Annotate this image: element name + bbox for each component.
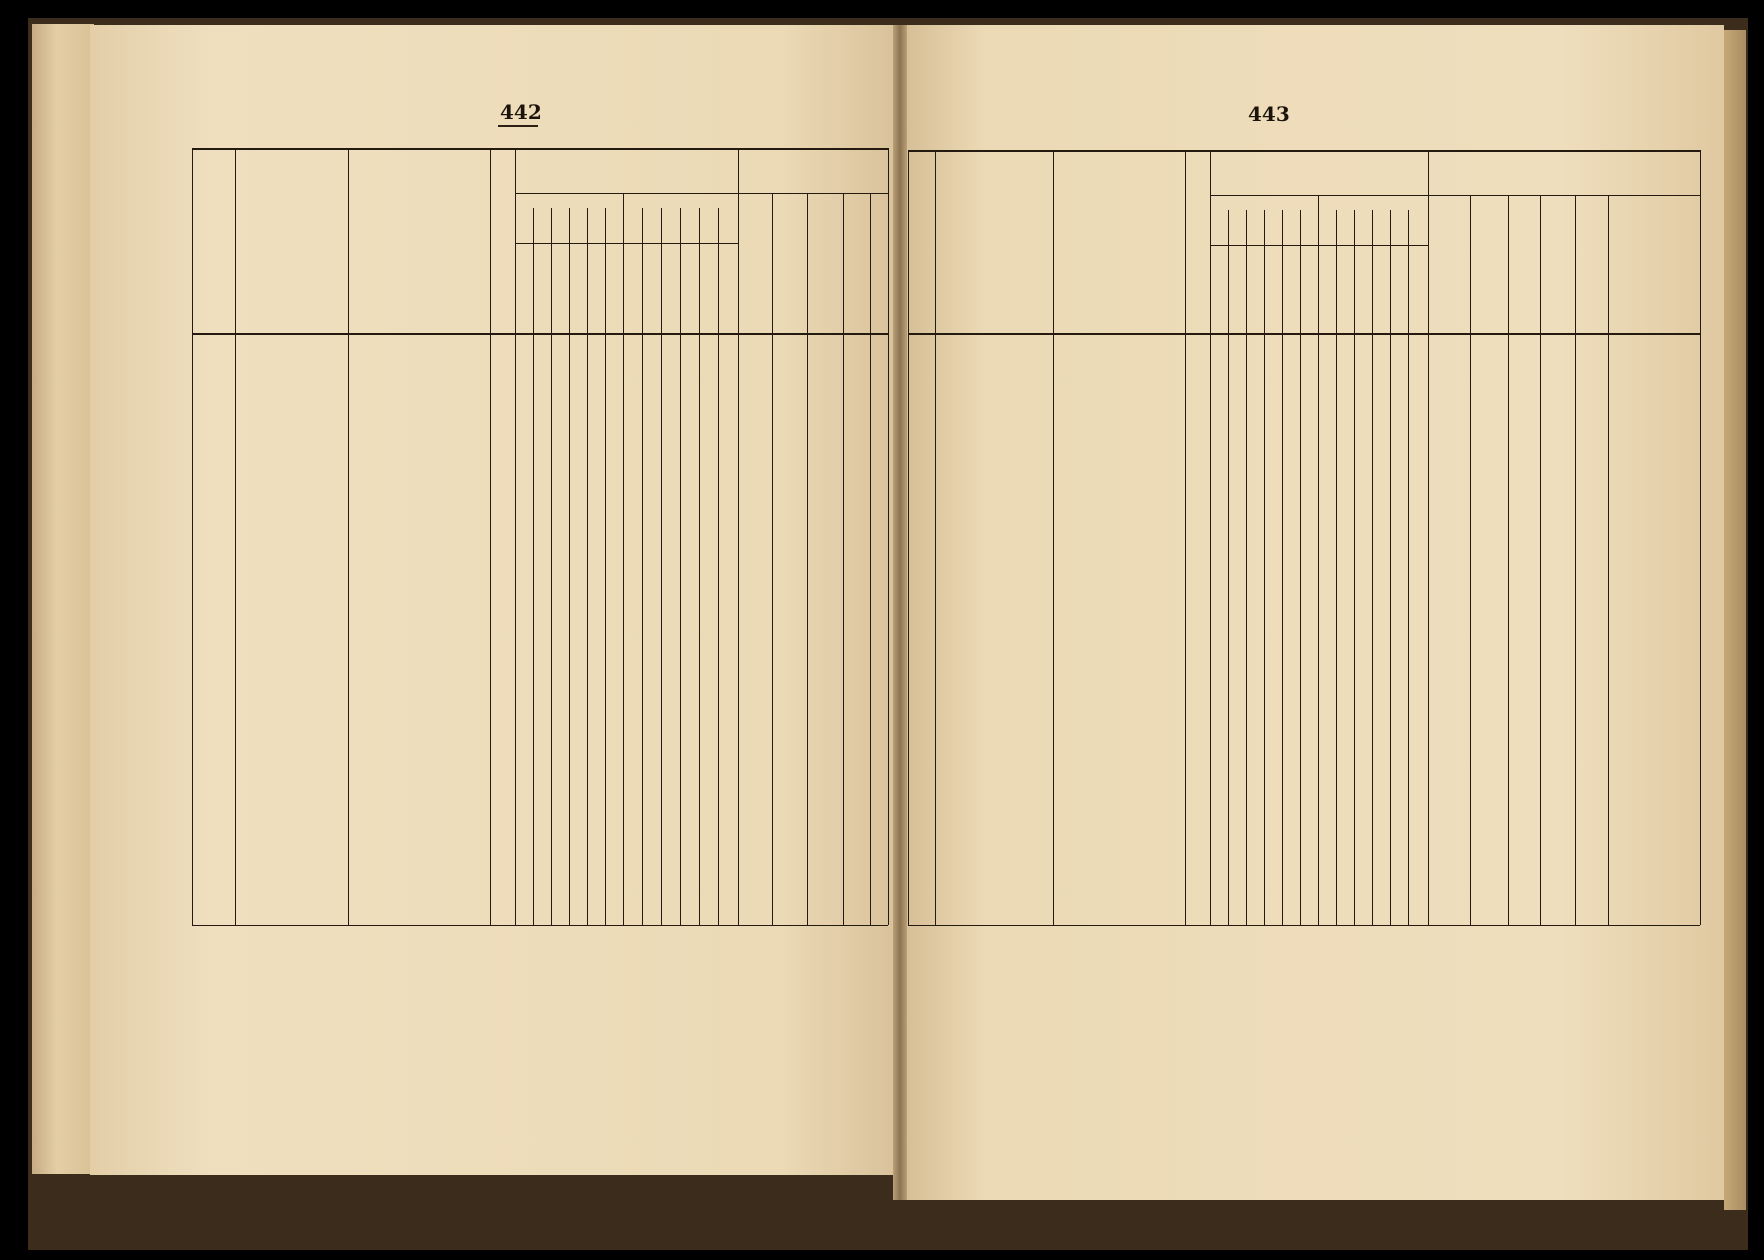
table-rule (1390, 210, 1391, 925)
table-rule (235, 148, 236, 925)
table-rule (680, 208, 681, 925)
table-rule (1053, 150, 1054, 925)
table-rule (515, 243, 738, 244)
table-rule (1470, 195, 1471, 925)
table-rule (515, 193, 888, 194)
table-rule (1210, 195, 1700, 196)
table-rule (908, 333, 1700, 335)
table-rule (1282, 210, 1283, 925)
table-rule (1428, 150, 1429, 925)
table-rule (1300, 210, 1301, 925)
page-edges-right (1724, 30, 1746, 1210)
table-rule (1540, 195, 1541, 925)
table-rule (192, 148, 888, 150)
table-rule (1608, 195, 1609, 925)
table-rule (843, 193, 844, 925)
table-rule (1508, 195, 1509, 925)
table-rule (587, 208, 588, 925)
table-rule (1354, 210, 1355, 925)
table-rule (551, 208, 552, 925)
table-rule (1228, 210, 1229, 925)
table-rule (623, 193, 624, 243)
table-rule (1210, 150, 1211, 925)
table-rule (1185, 150, 1186, 925)
table-rule (908, 150, 909, 925)
table-rule (533, 208, 534, 925)
table-rule (490, 148, 491, 925)
table-rule (807, 193, 808, 925)
table-rule (569, 208, 570, 925)
table-rule (1408, 210, 1409, 925)
table-rule (1336, 210, 1337, 925)
page-number-underline (498, 125, 538, 127)
right-page (904, 25, 1724, 1200)
book-gutter (893, 25, 907, 1200)
table-rule (908, 150, 1700, 152)
table-rule (605, 208, 606, 925)
table-rule (870, 193, 871, 925)
table-rule (772, 193, 773, 925)
table-rule (348, 148, 349, 925)
left-page-number: 442 (500, 100, 542, 124)
right-page-number: 443 (1248, 102, 1290, 126)
table-rule (1318, 210, 1319, 925)
table-rule (515, 148, 516, 925)
table-rule (642, 208, 643, 925)
table-rule (718, 208, 719, 925)
table-rule (623, 208, 624, 925)
table-rule (1264, 210, 1265, 925)
table-rule (738, 148, 739, 925)
table-rule (935, 150, 936, 925)
page-edges-left (32, 24, 94, 1174)
table-rule (1372, 210, 1373, 925)
table-rule (1700, 150, 1701, 925)
table-rule (1246, 210, 1247, 925)
table-rule (192, 925, 888, 926)
table-rule (1318, 195, 1319, 245)
table-rule (1210, 245, 1428, 246)
table-rule (1575, 195, 1576, 925)
table-rule (192, 333, 888, 335)
table-rule (888, 148, 889, 925)
table-rule (908, 925, 1700, 926)
table-rule (699, 208, 700, 925)
table-rule (661, 208, 662, 925)
left-page (90, 25, 900, 1175)
table-rule (192, 148, 193, 925)
